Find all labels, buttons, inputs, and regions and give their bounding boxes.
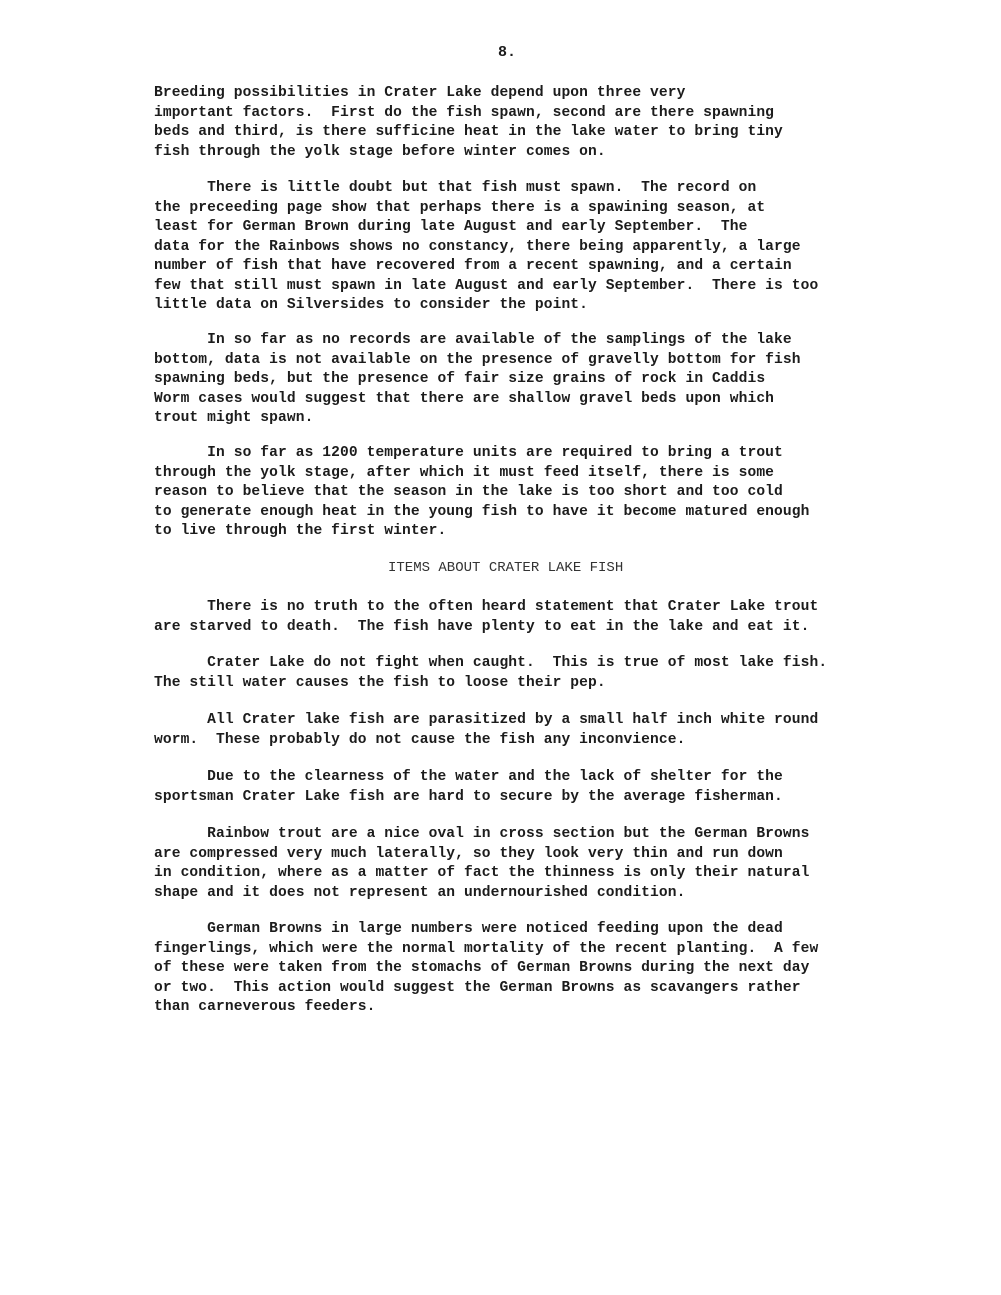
text-line: In so far as no records are available of the samplings of the lake	[154, 332, 792, 348]
text-line: are starved to death. The fish have plenty to eat in the lake and eat it.	[154, 618, 810, 635]
text-line: to generate enough heat in the young fish to have it become matured enough	[154, 503, 810, 520]
text-line: fish through the yolk stage before winter comes on.	[154, 143, 606, 160]
text-line: bottom, data is not available on the presence of gravelly bottom for fish	[154, 351, 801, 368]
item-starved-statement	[154, 598, 884, 637]
item-cross-section	[154, 825, 884, 903]
text-line: data for the Rainbows shows no constancy, there being apparently, a large	[154, 238, 801, 255]
text-line: The still water causes the fish to loose their pep.	[154, 674, 606, 691]
item-german-browns-feeding	[154, 920, 884, 1018]
text-line: of these were taken from the stomachs of German Browns during the next day	[154, 960, 810, 976]
text-line: All Crater lake fish are parasitized by a small half inch white round	[154, 712, 819, 728]
text-line: worm. These probably do not cause the fish any inconvience.	[154, 731, 686, 748]
text-line: are compressed very much laterally, so they look very thin and run down	[154, 845, 783, 862]
text-line: Worm cases would suggest that there are shallow gravel beds upon which	[154, 390, 775, 407]
page-number: 8.	[498, 44, 517, 61]
paragraph-spawning-beds	[154, 331, 884, 429]
section-heading: ITEMS ABOUT CRATER LAKE FISH	[388, 560, 624, 576]
text-line: spawning beds, but the presence of fair size grains of rock in Caddis	[154, 371, 766, 387]
text-line: Due to the clearness of the water and the lack of shelter for the	[154, 769, 783, 785]
text-line: number of fish that have recovered from a recent spawning, and a certain	[154, 258, 792, 274]
text-line: reason to believe that the season in the lake is too short and too cold	[154, 484, 783, 500]
paragraph-spawning-season	[154, 179, 884, 316]
text-line: sportsman Crater Lake fish are hard to secure by the average fisherman.	[154, 788, 783, 805]
text-line: beds and third, is there sufficine heat in the lake water to bring tiny	[154, 124, 783, 140]
text-line: shape and it does not represent an undernourished condition.	[154, 884, 686, 901]
text-line: German Browns in large numbers were noticed feeding upon the dead	[154, 921, 783, 937]
text-line: or two. This action would suggest the German Browns as scavangers rather	[154, 979, 801, 996]
text-line: to live through the first winter.	[154, 523, 447, 539]
item-parasitized	[154, 711, 884, 750]
text-line: important factors. First do the fish spawn, second are there spawning	[154, 104, 775, 121]
text-line: through the yolk stage, after which it must feed itself, there is some	[154, 464, 775, 481]
text-line: Crater Lake do not fight when caught. This is true of most lake fish.	[154, 655, 828, 671]
text-line: little data on Silversides to consider the point.	[154, 297, 589, 313]
text-line: There is no truth to the often heard statement that Crater Lake trout	[154, 599, 819, 615]
text-line: trout might spawn.	[154, 410, 314, 426]
text-line: fingerlings, which were the normal mortality of the recent planting. A few	[154, 940, 819, 957]
text-line: in condition, where as a matter of fact the thinness is only their natural	[154, 865, 810, 881]
paragraph-temperature-units	[154, 444, 884, 542]
text-line: Rainbow trout are a nice oval in cross section but the German Browns	[154, 826, 810, 842]
text-line: There is little doubt but that fish must spawn. The record on	[154, 180, 757, 196]
item-clearness-of-water	[154, 768, 884, 807]
text-line: than carneverous feeders.	[154, 999, 376, 1015]
item-do-not-fight	[154, 654, 884, 693]
text-line: In so far as 1200 temperature units are required to bring a trout	[154, 445, 783, 461]
paragraph-breeding-factors	[154, 84, 884, 162]
text-line: least for German Brown during late August and early September. The	[154, 219, 748, 235]
text-line: Breeding possibilities in Crater Lake depend upon three very	[154, 85, 686, 101]
text-line: the preceeding page show that perhaps there is a spawining season, at	[154, 199, 766, 216]
text-line: few that still must spawn in late August and early September. There is too	[154, 277, 819, 294]
